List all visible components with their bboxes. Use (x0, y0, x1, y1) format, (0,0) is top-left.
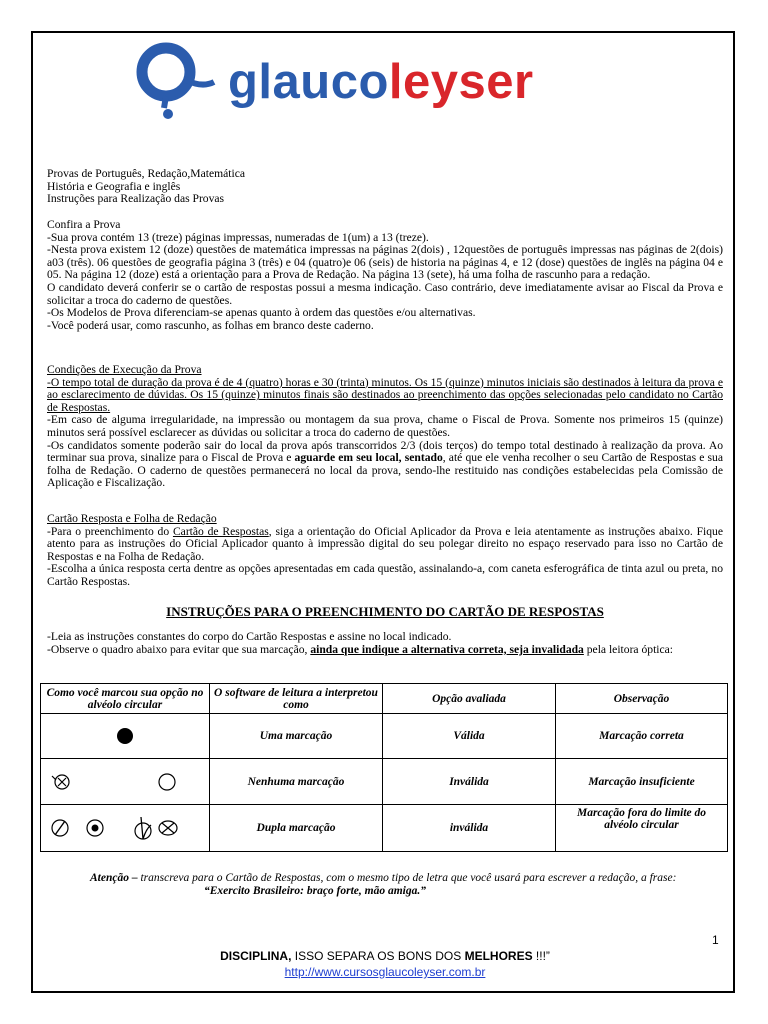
condicoes-p1: -O tempo total de duração da prova é de 4 (quatro) horas e 30 (trinta) minutos. Os 15 (quinze) minutos iniciais são destinados à leitura da prova e ao esclarecimento de dúvidas. Os 15 (quinze) minutos finais são destinados ao preenchimento das opções selecionadas pelo candidato no Cartão de Respostas. (47, 375, 723, 414)
instrucoes-p2-c: pela leitora óptica: (583, 642, 674, 656)
interpretation-cell: Nenhuma marcação (210, 759, 383, 805)
website-link[interactable]: http://www.cursosglaucoleyser.com.br (284, 965, 486, 979)
confira-p5: -Você poderá usar, como rascunho, as folhas em branco deste caderno. (47, 318, 374, 332)
motto-part-c: MELHORES (464, 949, 533, 963)
filled-bubble-icon (115, 726, 135, 746)
marking-table (40, 683, 728, 852)
logo-text-part1: glauco (228, 55, 389, 109)
cartao-heading: Cartão Resposta e Folha de Redação (47, 512, 217, 525)
logo-wordmark (228, 52, 534, 112)
instrucoes-p2 (47, 644, 723, 657)
observation-cell: Marcação correta (556, 714, 728, 759)
intro-line-3: Instruções para Realização das Provas (47, 192, 225, 206)
interpretation-cell: Uma marcação (210, 714, 383, 759)
marking-example-cell (41, 714, 210, 759)
atencao-phrase: “Exercito Brasileiro: braço forte, mão amiga.” (203, 884, 426, 897)
observation-cell: Marcação fora do limite do alvéolo circular (556, 805, 728, 852)
table-header-cell: Como você marcou sua opção no alvéolo circular (41, 684, 210, 714)
intro-line-1: Provas de Português, Redação,Matemática (47, 167, 245, 180)
motto-part-b: ISSO SEPARA OS BONS DOS (291, 949, 465, 963)
cartao-p1 (47, 526, 723, 564)
marking-example-cell (41, 759, 210, 805)
confira-p3: O candidato deverá conferir se o cartão de respostas possui a mesma indicação. Caso contrário, deve imediatamente avisar ao Fiscal da Prova e solicitar a troca do caderno de questões. (47, 280, 723, 307)
interpretation-cell: Dupla marcação (210, 805, 383, 852)
instrucoes-p2-bold: ainda que indique a alternativa correta, seja invalidada (310, 642, 584, 656)
slashed-bubble-icon (50, 818, 70, 838)
cartao-p1-underlined: Cartão de Respostas (172, 524, 269, 538)
cartao-p1-c: , siga a orientação do Oficial Aplicador da Prova e leia atentamente as instruções abaixo. Fique atento para as instruções do Oficial Aplicador quanto à impressão digital do seu polegar direito no espaço reservado para isso no Cartão de Respostas e na Folha de Redação. (47, 524, 723, 563)
marking-example-cell (41, 805, 210, 852)
table-row (41, 759, 728, 805)
confira-heading: Confira a Prova (47, 218, 121, 231)
cartao-p1-a: -Para o preenchimento do (47, 524, 173, 538)
cartao-p2: -Escolha a única resposta certa dentre as opções apresentadas em cada questão, assinalando-a, com caneta esferográfica de tinta azul ou preta, no Cartão Respostas. (47, 562, 723, 588)
condicoes-p3-bold: aguarde em seu local, sentado (294, 451, 443, 465)
condicoes-p3-a: -Os candidatos somente poderão sair do local da prova após transcorridos 2/3 (dois terços) do tempo total destinado à realização da prova. Ao terminar sua prova, sinalize para o Fiscal de Prova e (47, 438, 723, 465)
logo (130, 42, 650, 122)
table-header-cell: O software de leitura a interpretou como (210, 684, 383, 714)
instrucoes-title: INSTRUÇÕES PARA O PREENCHIMENTO DO CARTÃO DE RESPOSTAS (166, 604, 604, 619)
instrucoes-section (47, 631, 723, 656)
confira-p4: -Os Modelos de Prova diferenciam-se apenas quanto à ordem das questões e/ou alternativas. (47, 306, 476, 320)
empty-bubble-icon (157, 772, 177, 792)
atencao-text: transcreva para o Cartão de Respostas, com o mesmo tipo de letra que você usará para escrever a redação, a frase: (137, 872, 677, 884)
confira-p1: -Sua prova contém 13 (treze) páginas impressas, numeradas de 1(um) a 13 (treze). (47, 230, 429, 244)
evaluation-cell: Inválida (383, 759, 556, 805)
condicoes-heading: Condições de Execução da Prova (47, 363, 202, 376)
footer-motto (47, 949, 723, 963)
instrucoes-p2-a: -Observe o quadro abaixo para evitar que sua marcação, (47, 642, 311, 656)
x-marked-bubble-icon (50, 772, 72, 792)
condicoes-p2: -Em caso de alguma irregularidade, na impressão ou montagem da sua prova, chame o Fiscal de Prova. Somente nos primeiros 15 (quinze) minutos será possível esclarecer as dúvidas ou solicitar a troca do caderno de questões. (47, 413, 723, 439)
page-number: 1 (712, 933, 719, 947)
instrucoes-p1: -Leia as instruções constantes do corpo do Cartão Respostas e assine no local indicado. (47, 630, 452, 643)
intro-line-2: História e Geografia e inglês (47, 179, 181, 193)
condicoes-p3-c: , até que ele venha recolher o seu Cartão de Respostas e sua folha de Redação. O caderno de questões permanecerá no local da prova, sendo-lhe restituido nas condições estabelecidas pela Comissão de Aplicação e Fiscalização. (47, 451, 723, 490)
logo-symbol-icon (130, 42, 230, 122)
observation-cell: Marcação insuficiente (556, 759, 728, 805)
dotted-bubble-icon (85, 818, 105, 838)
footer-link-row (47, 965, 723, 979)
evaluation-cell: inválida (383, 805, 556, 852)
table-row (41, 805, 728, 852)
intro-block (47, 168, 723, 206)
table-header-row (41, 684, 728, 714)
overflow-mark-bubble-icon (132, 815, 154, 841)
confira-p2: -Nesta prova existem 12 (doze) questões de matemática impressas na páginas 2(dois) , 12questões de português impressas nas páginas de 2(dois) a03 (três). 06 questões de geografia página 3 (três) e 04 (quatro)e 06 (seis) de historia na páginas 4, e 12 (dose) questões de inglês na página 04 e 05. Na página 12 (doze) está a orientação para a Prova de Redação. Na página 13 (sete), há uma folha de rascunho para a redação. (47, 243, 723, 282)
atencao-note (90, 872, 740, 897)
condicoes-section (47, 364, 723, 490)
motto-part-d: !!!” (532, 949, 550, 963)
condicoes-p3 (47, 440, 723, 490)
table-header-cell: Observação (556, 684, 728, 714)
logo-text-part2: leyser (388, 55, 534, 109)
table-header-cell: Opção avaliada (383, 684, 556, 714)
motto-part-a: DISCIPLINA, (220, 949, 292, 963)
atencao-lead: Atenção – (90, 872, 138, 884)
evaluation-cell: Válida (383, 714, 556, 759)
table-row (41, 714, 728, 759)
confira-section (47, 219, 723, 332)
cartao-section (47, 513, 723, 589)
crossed-bubble-icon (157, 818, 179, 838)
